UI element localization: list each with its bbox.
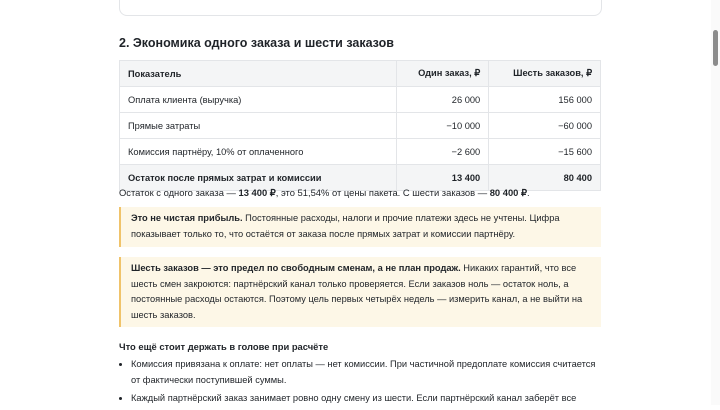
page-scrollbar[interactable]: [711, 0, 720, 405]
list-item: • Комиссия привязана к оплате: нет оплаты — нет комиссии. При частичной предоплате комиссия считается от фактически поступившей суммы.: [131, 357, 601, 388]
summary-text: [119, 187, 530, 199]
col-header-one-order: Один заказ, ₽: [397, 61, 489, 87]
notes-list: [119, 357, 601, 410]
table-row: [120, 113, 601, 139]
callout-heading: Шесть заказов — это предел по свободным сменам, а не план продаж.: [131, 263, 461, 273]
callout-text: Постоянные расходы, налоги и прочие платежи здесь не учтены. Цифра показывает только то, что остаётся от заказа после прямых затрат и комиссии партнёру.: [131, 213, 560, 239]
section-title: 2. Экономика одного заказа и шести заказов: [119, 36, 394, 50]
col-header-metric: Показатель: [120, 61, 397, 87]
callout-not-net-profit: [119, 207, 601, 247]
callout-heading: Это не чистая прибыль.: [131, 213, 243, 223]
row-six-orders: 156 000: [489, 87, 601, 113]
row-one-order: −2 600: [397, 139, 489, 165]
row-one-order: −10 000: [397, 113, 489, 139]
summary-part: , это 51,54% от цены пакета. С шести заказов —: [275, 187, 490, 198]
table-header-row: [120, 61, 601, 87]
row-label: Комиссия партнёру, 10% от оплаченного: [120, 139, 397, 165]
col-header-six-orders: Шесть заказов, ₽: [489, 61, 601, 87]
economics-section: [119, 36, 601, 403]
callout-six-orders-limit: [119, 257, 601, 327]
notes-title: Что ещё стоит держать в голове при расчёте: [119, 341, 329, 352]
summary-six-orders-value: 80 400 ₽: [489, 187, 527, 198]
row-label: Прямые затраты: [120, 113, 397, 139]
previous-section-card: [119, 0, 602, 16]
table-row: [120, 87, 601, 113]
summary-part: .: [526, 187, 530, 198]
total-six-orders: 80 400: [489, 165, 601, 191]
row-six-orders: −15 600: [489, 139, 601, 165]
total-one-order: 13 400: [397, 165, 489, 191]
total-label: Остаток после прямых затрат и комиссии: [120, 165, 397, 191]
row-six-orders: −60 000: [489, 113, 601, 139]
row-label: Оплата клиента (выручка): [120, 87, 397, 113]
row-one-order: 26 000: [397, 87, 489, 113]
summary-part: Остаток с одного заказа —: [119, 187, 239, 198]
callout-text: Никаких гарантий, что все шесть смен закроются: партнёрский канал только проверяется. Если заказов ноль — остаток ноль, а постоянные расходы остаются. Поэтому цель первых четырёх недель — измерить канал, а не выйти на шесть заказов.: [131, 263, 583, 320]
scrollbar-thumb[interactable]: [713, 30, 718, 66]
list-item: • Каждый партнёрский заказ занимает ровно одну смену из шести. Если партнёрский канал заберёт все: [131, 391, 601, 407]
table-row: [120, 139, 601, 165]
summary-one-order-value: 13 400 ₽: [238, 187, 276, 198]
economics-table: [119, 60, 601, 191]
